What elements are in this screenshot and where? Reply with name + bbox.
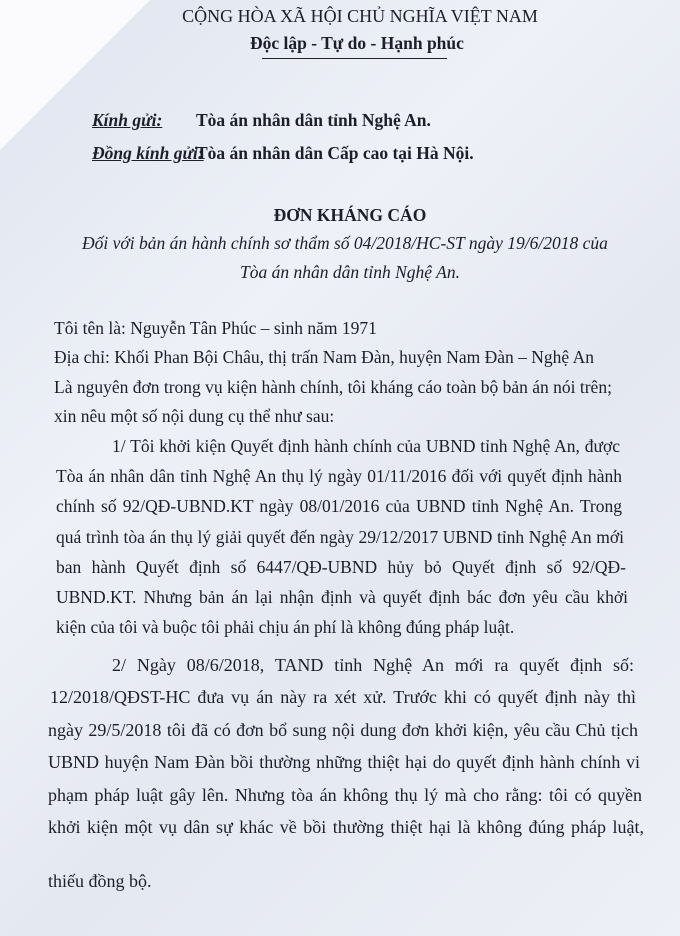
motto: Độc lập - Tự do - Hạnh phúc	[250, 33, 464, 53]
para1-line: 1/ Tôi khởi kiện Quyết định hành chính của UBND tỉnh Nghệ An, được	[112, 436, 620, 456]
intro-name: Tôi tên là: Nguyễn Tân Phúc – sinh năm 1971	[54, 318, 377, 338]
to-label: Kính gửi:	[92, 110, 163, 130]
cc-label: Đồng kính gửi:	[92, 143, 204, 163]
para2-line: khởi kiện một vụ dân sự khác về bồi thường thiệt hại là không đúng pháp luật,	[48, 817, 644, 837]
title-sub-2: Tòa án nhân dân tỉnh Nghệ An.	[240, 262, 460, 282]
motto-underline	[262, 58, 447, 59]
intro-line-3: Là nguyên đơn trong vụ kiện hành chính, tôi kháng cáo toàn bộ bản án nói trên;	[54, 377, 612, 397]
cc-value: Tòa án nhân dân Cấp cao tại Hà Nội.	[196, 143, 474, 163]
para1-line: ban hành Quyết định số 6447/QĐ-UBND hủy bỏ Quyết định số 92/QĐ-	[56, 557, 626, 577]
intro-address: Địa chỉ: Khối Phan Bội Châu, thị trấn Nam Đàn, huyện Nam Đàn – Nghệ An	[54, 347, 594, 367]
country-heading: CỘNG HÒA XÃ HỘI CHỦ NGHĨA VIỆT NAM	[182, 6, 538, 26]
para2-line: thiếu đồng bộ.	[48, 871, 152, 891]
document-title: ĐƠN KHÁNG CÁO	[273, 205, 427, 225]
para2-line: 12/2018/QĐST-HC đưa vụ án này ra xét xử. Trước khi có quyết định này thì	[50, 687, 636, 707]
intro-line-4: xin nêu một số nội dung cụ thể như sau:	[54, 406, 335, 426]
para1-line: kiện của tôi và buộc tôi phải chịu án phí là không đúng pháp luật.	[56, 617, 515, 637]
para1-line: UBND.KT. Nhưng bản án lại nhận định và quyết định bác đơn yêu cầu khởi	[56, 587, 628, 607]
para1-line: Tòa án nhân dân tỉnh Nghệ An thụ lý ngày 01/11/2016 đối với quyết định hành	[56, 466, 622, 486]
title-sub-1: Đối với bản án hành chính sơ thẩm số 04/2018/HC-ST ngày 19/6/2018 của	[82, 233, 608, 253]
para1-line: chính số 92/QĐ-UBND.KT ngày 08/01/2016 của UBND tỉnh Nghệ An. Trong	[56, 496, 622, 516]
para1-line: quá trình tòa án thụ lý giải quyết đến ngày 29/12/2017 UBND tỉnh Nghệ An mới	[56, 527, 624, 547]
para2-line: UBND huyện Nam Đàn bồi thường những thiệt hại do quyết định hành chính vi	[48, 752, 640, 772]
para2-line: ngày 29/5/2018 tôi đã có đơn bổ sung nội dung đơn khởi kiện, yêu cầu Chủ tịch	[48, 720, 638, 740]
to-value: Tòa án nhân dân tỉnh Nghệ An.	[196, 110, 431, 130]
para2-line: 2/ Ngày 08/6/2018, TAND tỉnh Nghệ An mới ra quyết định số:	[112, 655, 634, 675]
para2-line: phạm pháp luật gây lên. Nhưng tòa án không thụ lý mà cho rằng: tôi có quyền	[48, 785, 642, 805]
